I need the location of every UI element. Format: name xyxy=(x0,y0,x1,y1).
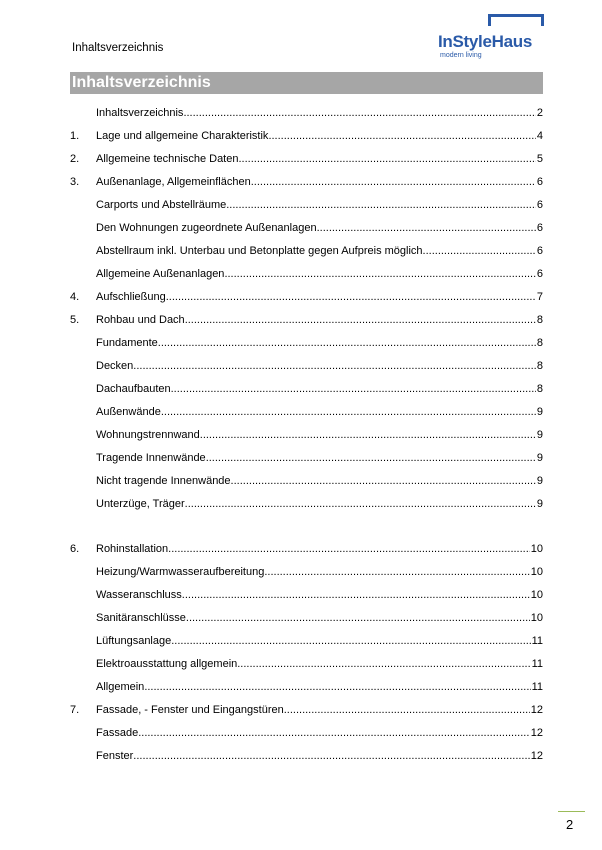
toc-page: 6 xyxy=(536,222,543,234)
toc-entry[interactable] xyxy=(70,451,543,466)
toc-entry[interactable] xyxy=(70,588,543,603)
page-number: 2 xyxy=(566,817,574,832)
toc-label: Außenwände xyxy=(96,406,161,418)
toc-number xyxy=(70,244,96,259)
toc-number xyxy=(70,428,96,443)
toc-entry[interactable] xyxy=(70,611,543,626)
toc-number xyxy=(70,657,96,672)
toc-label: Sanitäranschlüsse xyxy=(96,612,186,624)
toc-number: 3. xyxy=(70,176,80,188)
toc-page: 12 xyxy=(530,727,543,739)
toc-number xyxy=(70,726,96,741)
toc-label: Allgemeine technische Daten xyxy=(96,153,239,165)
toc-label: Unterzüge, Träger xyxy=(96,498,185,510)
toc-page: 5 xyxy=(536,153,543,165)
toc-entry[interactable] xyxy=(70,565,543,580)
toc-entry[interactable] xyxy=(70,657,543,672)
toc-number xyxy=(70,359,96,374)
toc-label: Inhaltsverzeichnis xyxy=(96,107,184,119)
toc-number xyxy=(70,680,96,695)
toc-page: 11 xyxy=(531,635,543,647)
toc-page: 10 xyxy=(530,589,543,601)
toc-entry[interactable] xyxy=(70,244,543,259)
toc-number: 7. xyxy=(70,704,80,716)
toc-number xyxy=(70,611,96,626)
toc-entry[interactable] xyxy=(70,267,543,282)
toc-label: Außenanlage, Allgemeinflächen xyxy=(96,176,251,188)
toc-page: 8 xyxy=(536,337,543,349)
toc-number xyxy=(70,474,96,489)
toc-label: Lüftungsanlage xyxy=(96,635,172,647)
toc-page: 9 xyxy=(536,498,543,510)
toc-number: 2. xyxy=(70,153,80,165)
toc-number xyxy=(70,336,96,351)
toc-number xyxy=(70,451,96,466)
toc-label: Allgemein xyxy=(96,681,145,693)
toc-entry[interactable] xyxy=(70,428,543,443)
logo-wordmark: InStyleHaus xyxy=(438,32,533,51)
toc-page: 7 xyxy=(536,291,543,303)
toc-number: 1. xyxy=(70,130,80,142)
toc-entry[interactable] xyxy=(70,336,543,351)
toc-page: 12 xyxy=(530,704,543,716)
toc-page: 2 xyxy=(536,107,543,119)
toc-entry[interactable] xyxy=(70,634,543,649)
toc-entry[interactable] xyxy=(70,726,543,741)
toc-label: Decken xyxy=(96,360,134,372)
toc-label: Fenster xyxy=(96,750,134,762)
toc-heading-banner: Inhaltsverzeichnis xyxy=(70,72,543,94)
toc-number xyxy=(70,221,96,236)
toc-entry[interactable] xyxy=(70,749,543,764)
toc-page: 12 xyxy=(530,750,543,762)
toc-page: 8 xyxy=(536,383,543,395)
toc-number xyxy=(70,405,96,420)
toc-entry[interactable] xyxy=(70,359,543,374)
toc-entry[interactable] xyxy=(70,106,543,121)
toc-number xyxy=(70,198,96,213)
toc-page: 9 xyxy=(536,429,543,441)
toc-label: Dachaufbauten xyxy=(96,383,171,395)
toc-entry[interactable] xyxy=(70,680,543,695)
toc-entry[interactable] xyxy=(70,542,543,557)
toc-page: 9 xyxy=(536,406,543,418)
toc-number xyxy=(70,565,96,580)
toc-page: 6 xyxy=(536,245,543,257)
toc-label: Wasseranschluss xyxy=(96,589,182,601)
toc-number xyxy=(70,106,96,121)
toc-page: 8 xyxy=(536,360,543,372)
toc-page: 10 xyxy=(530,612,543,624)
toc-number: 5. xyxy=(70,314,80,326)
toc-page: 10 xyxy=(530,543,543,555)
toc-entry[interactable] xyxy=(70,290,543,305)
toc-number xyxy=(70,749,96,764)
toc-label: Rohbau und Dach xyxy=(96,314,185,326)
toc-page: 9 xyxy=(536,452,543,464)
toc-entry[interactable] xyxy=(70,382,543,397)
toc-page: 6 xyxy=(536,199,543,211)
toc-number: 6. xyxy=(70,543,80,555)
toc-number xyxy=(70,382,96,397)
toc-number xyxy=(70,267,96,282)
toc-label: Rohinstallation xyxy=(96,543,169,555)
toc-page: 11 xyxy=(531,681,543,693)
toc-label: Allgemeine Außenanlagen xyxy=(96,268,225,280)
toc-number xyxy=(70,634,96,649)
toc-entry[interactable] xyxy=(70,129,543,144)
toc-label: Lage und allgemeine Charakteristik xyxy=(96,130,269,142)
toc-label: Fundamente xyxy=(96,337,158,349)
toc-label: Carports und Abstellräume xyxy=(96,199,227,211)
toc-entry[interactable] xyxy=(70,198,543,213)
toc-label: Tragende Innenwände xyxy=(96,452,206,464)
toc-label: Fassade xyxy=(96,727,139,739)
toc-label: Den Wohnungen zugeordnete Außenanlagen xyxy=(96,222,317,234)
toc-page: 11 xyxy=(531,658,543,670)
toc-label: Elektroausstattung allgemein xyxy=(96,658,238,670)
toc-label: Nicht tragende Innenwände xyxy=(96,475,231,487)
toc-entry[interactable] xyxy=(70,405,543,420)
toc-entry[interactable] xyxy=(70,474,543,489)
toc-label: Aufschließung xyxy=(96,291,166,303)
toc-page: 6 xyxy=(536,176,543,188)
toc-page: 9 xyxy=(536,475,543,487)
toc-page: 6 xyxy=(536,268,543,280)
toc-entry[interactable] xyxy=(70,175,543,190)
toc-number: 4. xyxy=(70,291,80,303)
toc-number xyxy=(70,588,96,603)
instylehaus-logo xyxy=(436,14,544,64)
toc-page: 8 xyxy=(536,314,543,326)
toc-entry[interactable] xyxy=(70,221,543,236)
logo-tagline: modern living xyxy=(440,52,482,59)
toc-page: 4 xyxy=(536,130,543,142)
toc-entry[interactable] xyxy=(70,497,543,512)
toc-page: 10 xyxy=(530,566,543,578)
toc-entry[interactable] xyxy=(70,313,543,328)
toc-entry[interactable] xyxy=(70,152,543,167)
toc-number xyxy=(70,497,96,512)
toc-label: Heizung/Warmwasseraufbereitung xyxy=(96,566,265,578)
header-title: Inhaltsverzeichnis xyxy=(72,42,164,54)
toc-label: Abstellraum inkl. Unterbau und Betonplatte gegen Aufpreis möglich. xyxy=(96,245,426,257)
toc-label: Fassade, - Fenster und Eingangstüren xyxy=(96,704,284,716)
toc-entry[interactable] xyxy=(70,703,543,718)
footer-rule xyxy=(558,811,585,812)
toc-label: Wohnungstrennwand xyxy=(96,429,200,441)
